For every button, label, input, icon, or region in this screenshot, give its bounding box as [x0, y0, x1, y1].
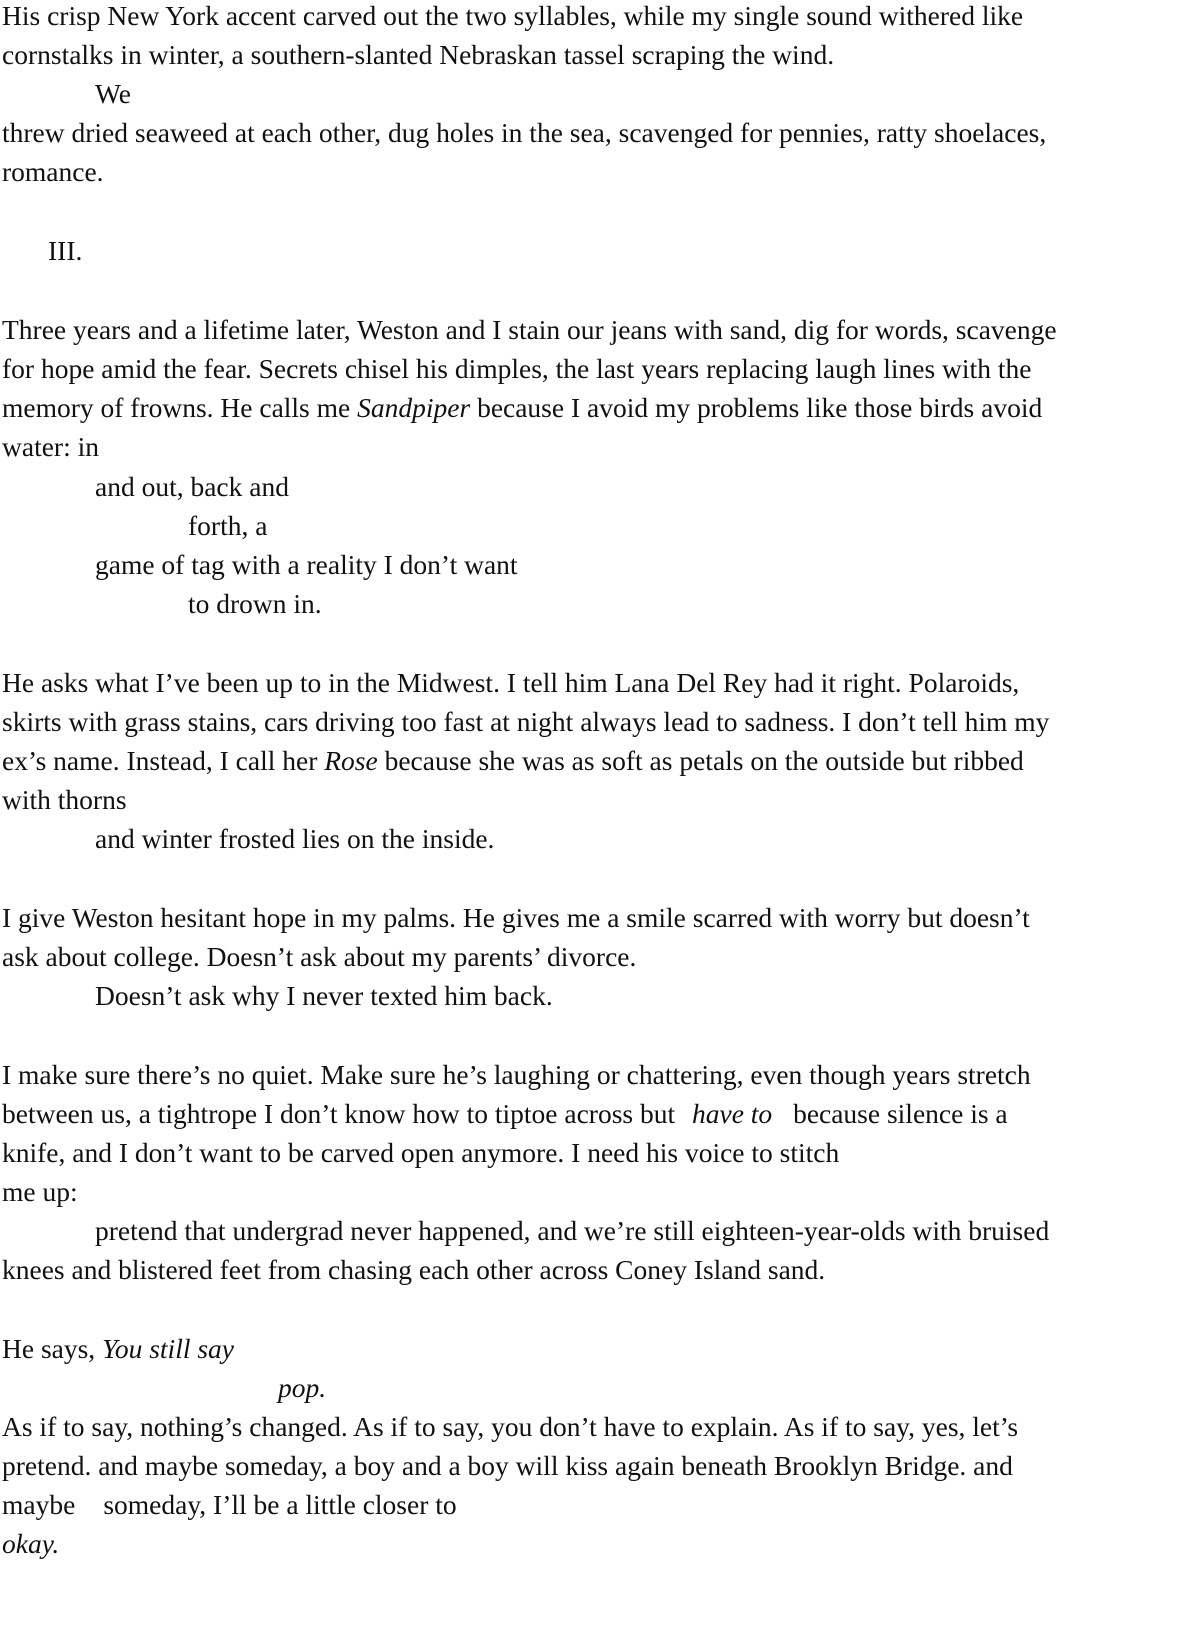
text-line [2, 394, 1042, 422]
text-line: romance. [2, 156, 104, 187]
text-line: Three years and a lifetime later, Weston and I stain our jeans with sand, dig for words, scavenge [2, 314, 1057, 345]
text-line [2, 1335, 234, 1363]
text-run: He says, [2, 1333, 103, 1364]
text-line: I make sure there’s no quiet. Make sure he’s laughing or chattering, even though years stretch [2, 1059, 1031, 1090]
text-line [278, 1374, 326, 1402]
italic-word: Rose [324, 745, 378, 776]
text-run: because silence is a [786, 1098, 1008, 1129]
text-line: pretend that undergrad never happened, and we’re still eighteen-year-olds with bruised [95, 1215, 1050, 1246]
text-line: for hope amid the fear. Secrets chisel his dimples, the last years replacing laugh lines with the [2, 353, 1032, 384]
text-line: As if to say, nothing’s changed. As if to say, you don’t have to explain. As if to say, yes, let’s [2, 1411, 1019, 1442]
text-run: someday, I’ll be a little closer to [103, 1489, 457, 1520]
text-line: Doesn’t ask why I never texted him back. [95, 980, 553, 1011]
text-run: maybe [2, 1489, 76, 1520]
text-line: skirts with grass stains, cars driving too fast at night always lead to sadness. I don’t tell him my [2, 706, 1050, 737]
italic-word: Sandpiper [357, 392, 471, 423]
text-run: between us, a tightrope I don’t know how to tiptoe across but [2, 1098, 682, 1129]
text-line: I give Weston hesitant hope in my palms. He gives me a smile scarred with worry but doesn’t [2, 902, 1030, 933]
text-line: knife, and I don’t want to be carved open anymore. I need his voice to stitch [2, 1137, 840, 1168]
italic-word: You still say [102, 1333, 235, 1364]
text-run: memory of frowns. He calls me [2, 392, 358, 423]
text-line: His crisp New York accent carved out the two syllables, while my single sound withered like [2, 0, 1024, 31]
text-line [2, 747, 1024, 775]
text-line: We [95, 78, 131, 109]
text-line: and out, back and [95, 471, 289, 502]
italic-word: pop. [278, 1372, 327, 1403]
section-heading: III. [48, 235, 83, 266]
text-run: because she was as soft as petals on the outside but ribbed [377, 745, 1024, 776]
text-line: with thorns [2, 784, 127, 815]
text-line: cornstalks in winter, a southern-slanted Nebraskan tassel scraping the wind. [2, 39, 835, 70]
text-run: ex’s name. Instead, I call her [2, 745, 325, 776]
text-line: forth, a [188, 510, 268, 541]
text-line: pretend. and maybe someday, a boy and a boy will kiss again beneath Brooklyn Bridge. and [2, 1450, 1013, 1481]
text-line [2, 1100, 1008, 1128]
text-line: knees and blistered feet from chasing each other across Coney Island sand. [2, 1254, 826, 1285]
text-line: ask about college. Doesn’t ask about my parents’ divorce. [2, 941, 637, 972]
text-line: me up: [2, 1176, 78, 1207]
text-line: and winter frosted lies on the inside. [95, 823, 495, 854]
italic-word: have to [692, 1098, 773, 1129]
text-line [2, 1491, 457, 1519]
text-line: to drown in. [188, 588, 322, 619]
text-line: threw dried seaweed at each other, dug holes in the sea, scavenged for pennies, ratty shoelaces, [2, 117, 1047, 148]
text-run: because I avoid my problems like those birds avoid [470, 392, 1043, 423]
text-line: game of tag with a reality I don’t want [95, 549, 518, 580]
text-line: water: in [2, 431, 99, 462]
text-line [2, 1530, 59, 1558]
text-line: He asks what I’ve been up to in the Midwest. I tell him Lana Del Rey had it right. Polaroids, [2, 667, 1020, 698]
italic-word: okay. [2, 1528, 60, 1559]
